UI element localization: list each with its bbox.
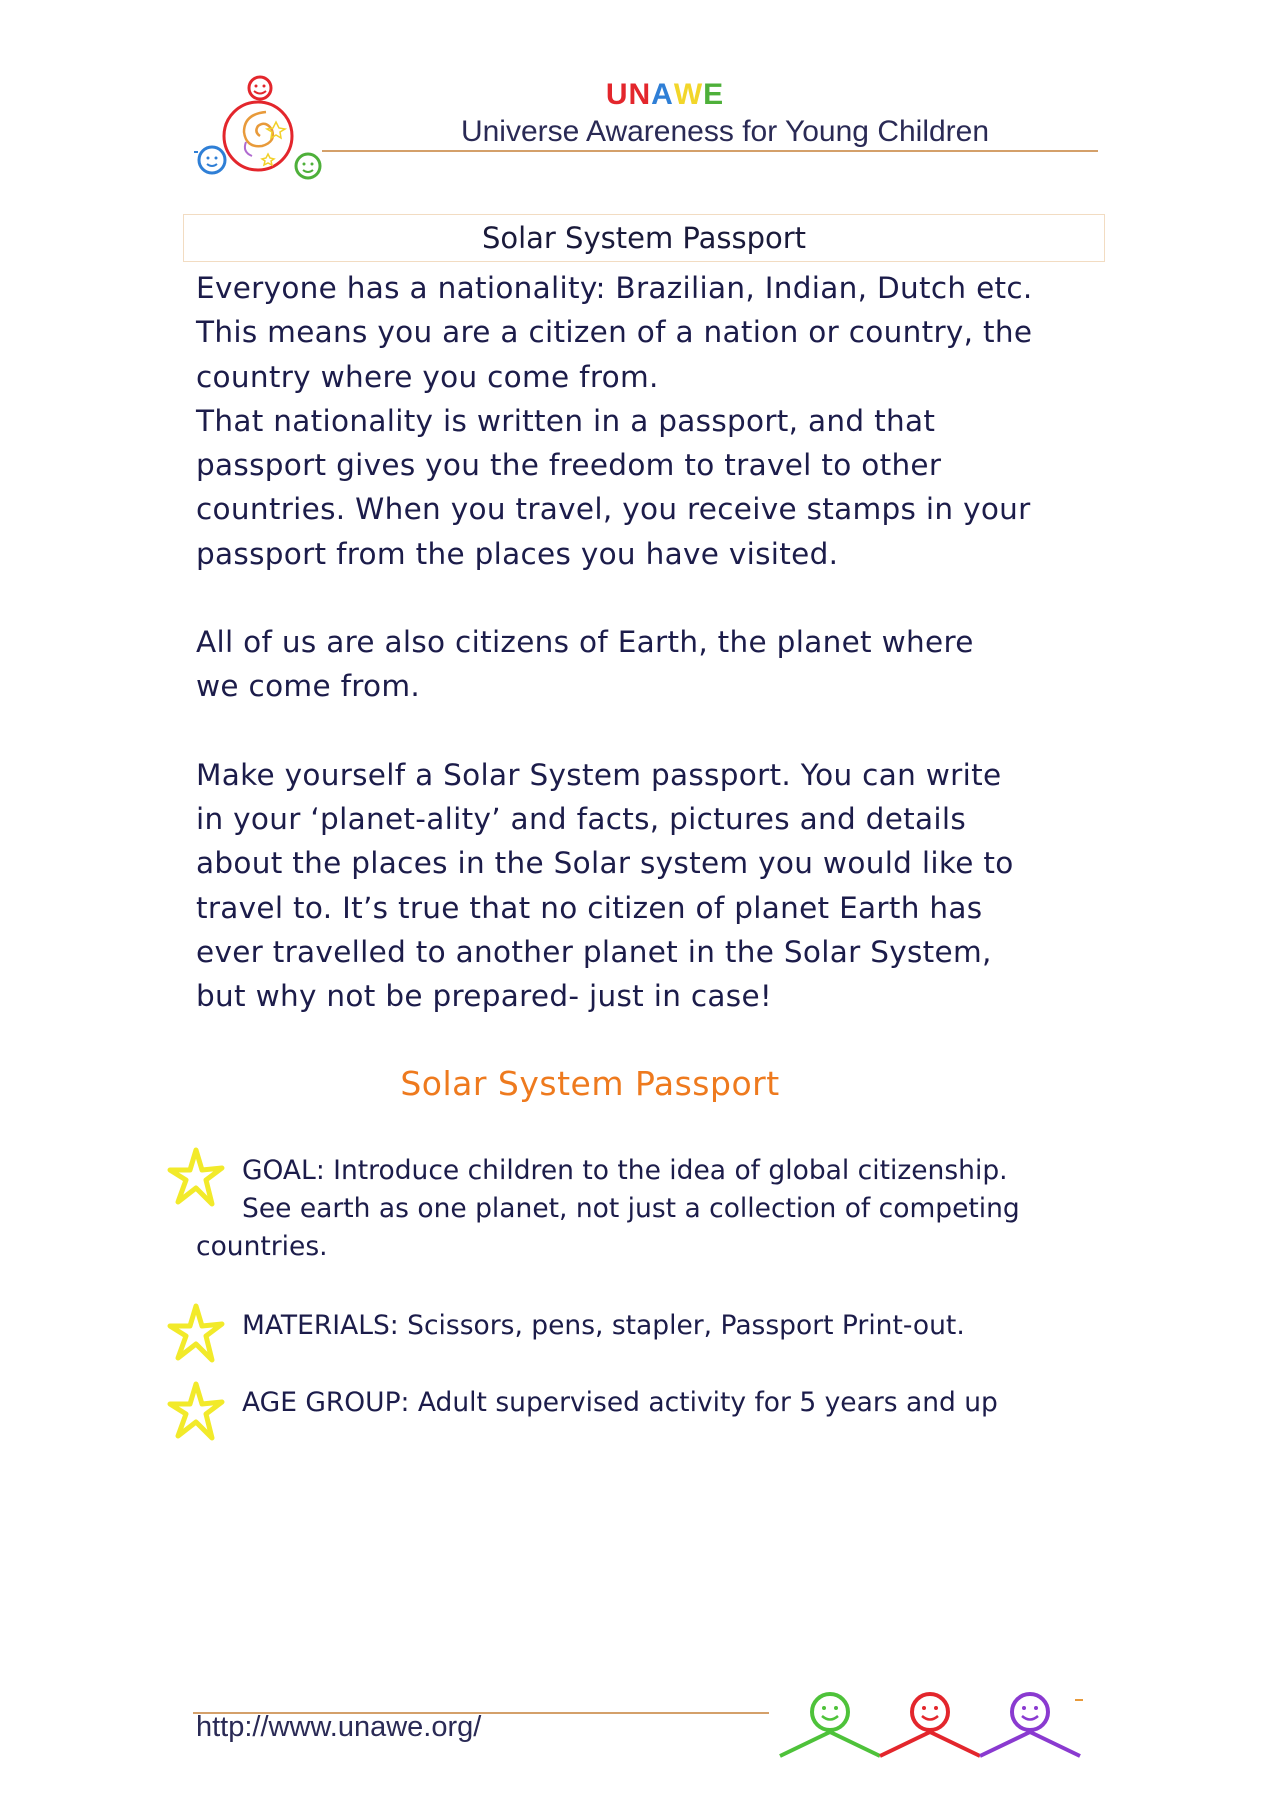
brand-letter: A bbox=[651, 78, 674, 111]
body-line: travel to. It’s true that no citizen of planet Earth has bbox=[196, 890, 983, 925]
goal-line: countries. bbox=[196, 1231, 328, 1262]
header-tagline: Universe Awareness for Young Children bbox=[460, 115, 990, 148]
brand-letter: N bbox=[628, 78, 652, 111]
brand-wordmark bbox=[540, 78, 790, 112]
goal-bullet bbox=[196, 1152, 1106, 1266]
brand-letter: W bbox=[673, 78, 704, 111]
brand-letter: U bbox=[605, 78, 629, 111]
body-line: All of us are also citizens of Earth, the planet where bbox=[196, 625, 974, 660]
brand-letter: E bbox=[703, 78, 725, 111]
header-divider bbox=[322, 150, 1098, 152]
goal-line: See earth as one planet, not just a collection of competing bbox=[242, 1193, 1020, 1224]
paragraph-gap bbox=[196, 576, 1096, 620]
body-line: country where you come from. bbox=[196, 359, 659, 394]
body-line: we come from. bbox=[196, 669, 421, 704]
goal-line: GOAL: Introduce children to the idea of global citizenship. bbox=[242, 1155, 1008, 1186]
unawe-logo-icon bbox=[190, 72, 330, 196]
body-line: That nationality is written in a passport, and that bbox=[196, 403, 936, 438]
materials-bullet bbox=[196, 1307, 1106, 1345]
page-title: Solar System Passport bbox=[183, 214, 1105, 262]
body-line: This means you are a citizen of a nation or country, the bbox=[196, 315, 1033, 350]
materials-text: MATERIALS: Scissors, pens, stapler, Passport Print-out. bbox=[242, 1310, 965, 1341]
body-line: Make yourself a Solar System passport. You can write bbox=[196, 757, 1002, 792]
body-text bbox=[196, 266, 1096, 1018]
footer-url-link[interactable]: http://www.unawe.org/ bbox=[196, 1711, 482, 1743]
section-heading: Solar System Passport bbox=[400, 1064, 780, 1103]
body-line: passport gives you the freedom to travel to other bbox=[196, 448, 942, 483]
age-group-bullet bbox=[196, 1384, 1106, 1422]
body-line: passport from the places you have visited. bbox=[196, 536, 839, 571]
age-group-text: AGE GROUP: Adult supervised activity for 5 years and up bbox=[242, 1387, 998, 1418]
body-line: about the places in the Solar system you would like to bbox=[196, 846, 1014, 881]
paragraph-gap bbox=[196, 709, 1096, 753]
three-kids-icon bbox=[775, 1688, 1095, 1774]
body-line: Everyone has a nationality: Brazilian, Indian, Dutch etc. bbox=[196, 271, 1033, 305]
body-line: in your ‘planet-ality’ and facts, pictures and details bbox=[196, 801, 967, 836]
body-line: ever travelled to another planet in the Solar System, bbox=[196, 934, 992, 969]
body-line: but why not be prepared- just in case! bbox=[196, 979, 773, 1014]
body-line: countries. When you travel, you receive stamps in your bbox=[196, 492, 1031, 527]
